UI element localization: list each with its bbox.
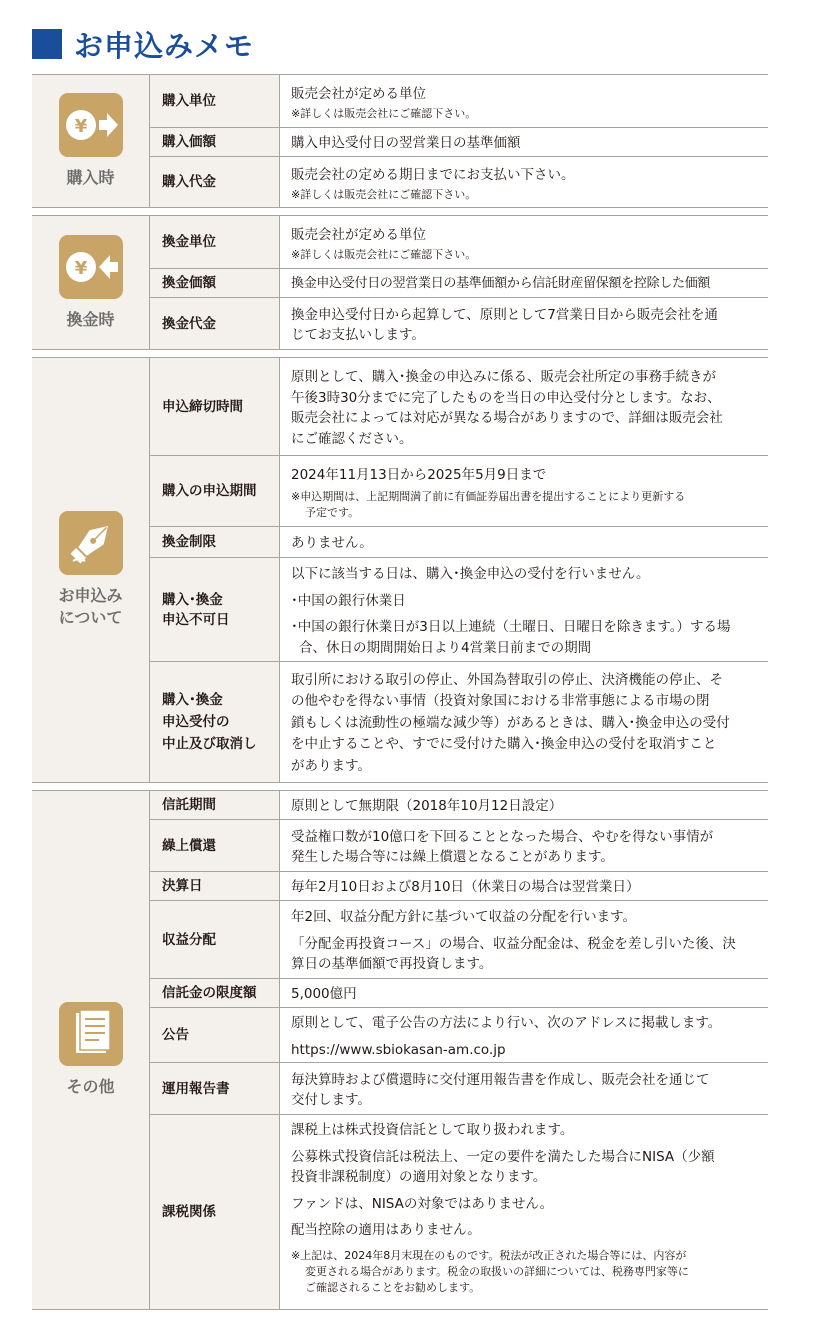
table-row <box>150 558 768 662</box>
row-key: 繰上償還 <box>150 820 280 871</box>
page-header <box>32 24 254 64</box>
table-row <box>150 269 768 298</box>
row-value: 毎決算時および償還時に交付運用報告書を作成し、販売会社を通じて 交付します。 <box>291 1071 710 1108</box>
svg-text:¥: ¥ <box>74 116 87 137</box>
row-key: 購入･換金 申込受付の 中止及び取消し <box>150 662 280 782</box>
category-label: 購入時 <box>66 168 115 187</box>
table-row <box>150 157 768 207</box>
row-key: 換金価額 <box>150 269 280 297</box>
table-row <box>150 979 768 1008</box>
section-application <box>32 357 768 783</box>
row-value: 原則として無期限（2018年10月12日設定） <box>291 798 563 815</box>
table-row <box>150 791 768 820</box>
row-key: 購入代金 <box>150 157 280 207</box>
row-key: 購入単位 <box>150 75 280 127</box>
row-key: 申込締切時間 <box>150 358 280 455</box>
table-row <box>150 1115 768 1309</box>
category-redemption <box>32 216 150 349</box>
table-row <box>150 662 768 782</box>
row-value: 毎年2月10日および8月10日（休業日の場合は翌営業日） <box>291 879 640 896</box>
row-value: 2024年11月13日から2025年5月9日まで ※申込期間は、上記期間満了前に有価証券届出書を提出することにより更新する 予定です。 <box>291 467 686 519</box>
row-value: 年2回、収益分配方針に基づいて収益の分配を行います。 「分配金再投資コース」の場合、収益分配金は、税金を差し引いた後、決 算日の基準価額で再投資します。 <box>291 909 736 973</box>
row-key: 購入･換金 申込不可日 <box>150 558 280 661</box>
category-other <box>32 791 150 1309</box>
row-key: 購入価額 <box>150 128 280 156</box>
row-key: 換金単位 <box>150 216 280 268</box>
row-value: 原則として、購入･換金の申込みに係る、販売会社所定の事務手続きが 午後3時30分までに完了したものを当日の申込受付分とします。なお、 販売会社によっては対応が異なる場合がありますので、詳細は販売会社 にご確認ください。 <box>291 369 723 447</box>
row-value: 原則として、電子公告の方法により行い、次のアドレスに掲載します。 https://www.sbiokasan-am.co.jp <box>291 1015 722 1058</box>
row-key: 課税関係 <box>150 1115 280 1309</box>
row-value: 販売会社が定める単位 ※詳しくは販売会社にご確認下さい。 <box>291 227 477 261</box>
table-row <box>150 298 768 349</box>
row-key: 換金代金 <box>150 298 280 349</box>
title-square-icon <box>32 29 62 59</box>
row-value: 取引所における取引の停止、外国為替取引の停止、決済機能の停止、そ の他やむを得ない事情（投資対象国における非常事態による市場の閉 鎖もしくは流動性の極端な減少等）があるときは、購入･換金申込の受付 を中止することや、すでに受付けた購入･換金申込の受付を取消すこと があります。 <box>291 671 730 774</box>
row-value: 換金申込受付日の翌営業日の基準価額から信託財産留保額を控除した価額 <box>291 276 711 292</box>
row-key: 運用報告書 <box>150 1063 280 1114</box>
row-value: 購入申込受付日の翌営業日の基準価額 <box>291 135 521 152</box>
row-value: ありません。 <box>291 535 373 552</box>
row-value: 5,000億円 <box>291 986 357 1003</box>
document-icon <box>59 1002 123 1066</box>
category-label: お申込み について <box>58 586 123 627</box>
table-row <box>150 216 768 269</box>
section-other <box>32 790 768 1310</box>
yen-arrow-right-icon <box>59 93 123 157</box>
table-row <box>150 456 768 527</box>
table-row <box>150 527 768 558</box>
table-row <box>150 820 768 872</box>
yen-arrow-left-icon <box>59 235 123 299</box>
row-value: 販売会社の定める期日までにお支払い下さい。 ※詳しくは販売会社にご確認下さい。 <box>291 167 575 201</box>
row-key: 決算日 <box>150 872 280 900</box>
section-purchase <box>32 74 768 208</box>
category-label: 換金時 <box>66 309 115 329</box>
row-key: 購入の申込期間 <box>150 456 280 526</box>
row-key: 公告 <box>150 1008 280 1062</box>
table-row <box>150 75 768 128</box>
row-key: 換金制限 <box>150 527 280 557</box>
category-label: その他 <box>66 1077 115 1096</box>
page-title: お申込みメモ <box>74 28 255 63</box>
row-key: 信託金の限度額 <box>150 979 280 1007</box>
svg-text:¥: ¥ <box>74 257 87 279</box>
table-row <box>150 1063 768 1115</box>
section-redemption <box>32 215 768 350</box>
table-row <box>150 1008 768 1063</box>
table-row <box>150 128 768 157</box>
row-key: 信託期間 <box>150 791 280 819</box>
row-value: 販売会社が定める単位 ※詳しくは販売会社にご確認下さい。 <box>291 86 477 120</box>
category-purchase <box>32 75 150 207</box>
table-row <box>150 901 768 979</box>
row-value: 課税上は株式投資信託として取り扱われます。 公募株式投資信託は税法上、一定の要件を満たした場合にNISA（少額 投資非課税制度）の適用対象となります。 ファンドは、NISAの対象ではありません。 配当控除の適用はありません。 ※上記は、2024年8月末現在のものです。税法が改正された場合等には、内容が 変更される場合があります。税金の取扱いの詳細については、税務専門家等に ご確認されることをお勧めします。 <box>291 1122 715 1294</box>
row-value: 換金申込受付日から起算して、原則として7営業日目から販売会社を通 じてお支払いします。 <box>291 306 718 343</box>
row-key: 収益分配 <box>150 901 280 978</box>
row-value: 受益権口数が10億口を下回ることとなった場合、やむを得ない事情が 発生した場合等には繰上償還となることがあります。 <box>291 828 714 865</box>
table-row <box>150 872 768 901</box>
row-value: 以下に該当する日は、購入･換金申込の受付を行いません。 ･中国の銀行休業日 ･中国の銀行休業日が3日以上連続（土曜日、日曜日を除きます。）する場 合、休日の期間開始日より4営業日前までの期間 <box>291 566 731 656</box>
category-application <box>32 358 150 782</box>
pen-nib-icon <box>59 511 123 575</box>
table-row <box>150 358 768 456</box>
